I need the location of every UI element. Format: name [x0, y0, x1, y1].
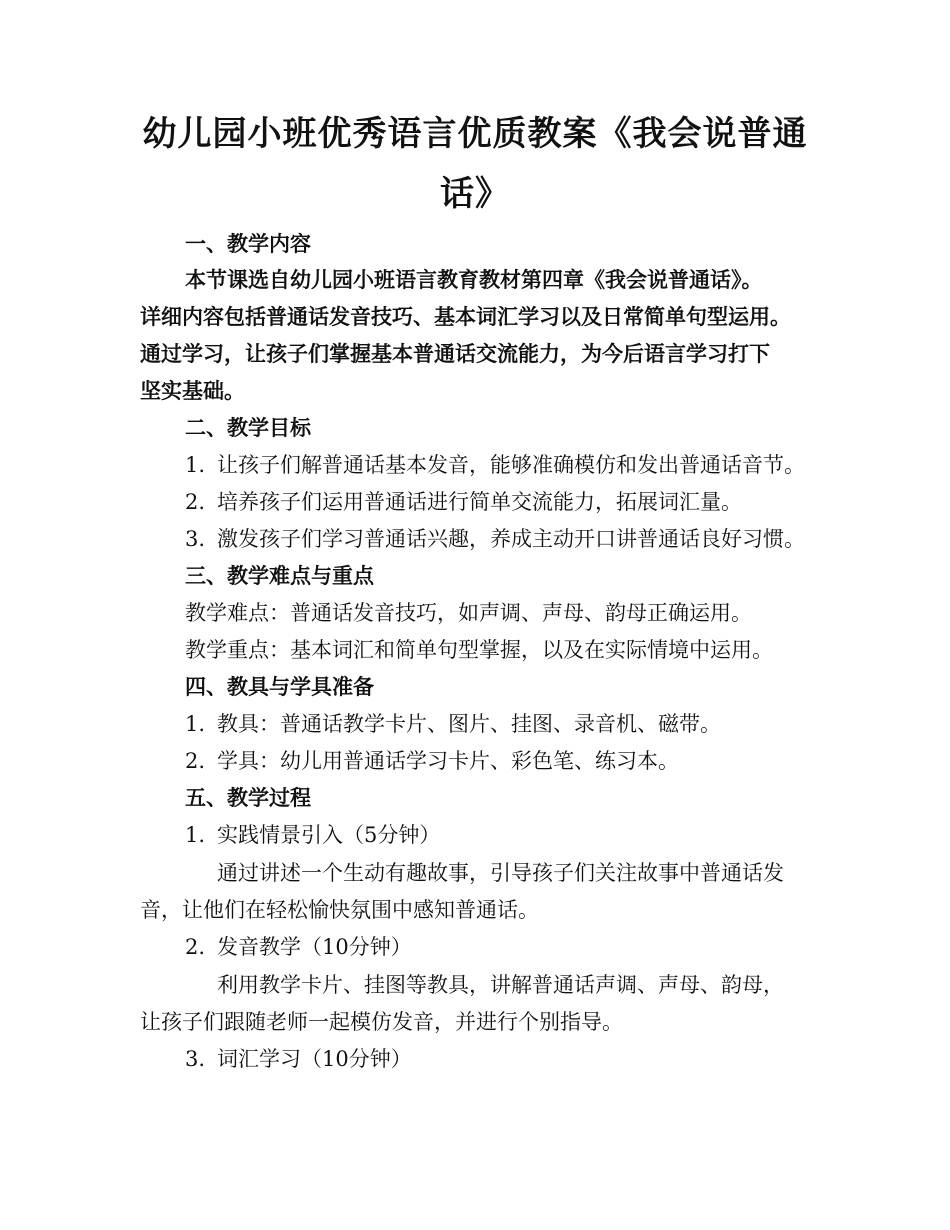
list-number: 2. — [185, 935, 206, 959]
list-number: 3. — [185, 1047, 206, 1071]
list-text: 让孩子们解普通话基本发音，能够准确模仿和发出普通话音节。 — [217, 453, 805, 477]
section-heading-tools: 四、教具与学具准备 — [185, 674, 374, 699]
list-number: 1. — [185, 453, 206, 477]
goal-list-item — [185, 487, 742, 517]
process-step-line: 利用教学卡片、挂图等教具，讲解普通话声调、声母、韵母， — [217, 973, 784, 997]
process-step-title — [185, 932, 412, 962]
process-step-line: 音，让他们在轻松愉快氛围中感知普通话。 — [140, 898, 539, 922]
document-title-line-2: 话》 — [440, 174, 510, 214]
process-step-line: 让孩子们跟随老师一起模仿发音，并进行个别指导。 — [140, 1010, 623, 1034]
list-text: 词汇学习（10分钟） — [217, 1047, 412, 1071]
section-heading-content: 一、教学内容 — [185, 231, 311, 256]
difficulty-line: 教学重点：基本词汇和简单句型掌握，以及在实际情境中运用。 — [185, 638, 773, 662]
tools-list-item — [185, 709, 721, 739]
document-title-line-1: 幼儿园小班优秀语言优质教案《我会说普通 — [142, 114, 808, 154]
list-number: 2. — [185, 749, 206, 773]
list-number: 1. — [185, 823, 206, 847]
process-step-line: 通过讲述一个生动有趣故事，引导孩子们关注故事中普通话发 — [217, 861, 784, 885]
list-text: 激发孩子们学习普通话兴趣，养成主动开口讲普通话良好习惯。 — [217, 527, 805, 551]
tools-list-item — [185, 746, 679, 776]
content-paragraph-line: 通过学习，让孩子们掌握基本普通话交流能力，为今后语言学习打下 — [140, 341, 770, 366]
content-paragraph-line: 坚实基础。 — [140, 378, 245, 403]
content-paragraph-line: 详细内容包括普通话发音技巧、基本词汇学习以及日常简单句型运用。 — [140, 304, 791, 329]
section-heading-process: 五、教学过程 — [185, 785, 311, 810]
process-step-title — [185, 1044, 412, 1074]
list-number: 3. — [185, 527, 206, 551]
list-number: 1. — [185, 712, 206, 736]
list-number: 2. — [185, 490, 206, 514]
list-text: 发音教学（10分钟） — [217, 935, 412, 959]
difficulty-line: 教学难点：普通话发音技巧，如声调、声母、韵母正确运用。 — [185, 601, 752, 625]
list-text: 培养孩子们运用普通话进行简单交流能力，拓展词汇量。 — [217, 490, 742, 514]
content-paragraph-line: 本节课选自幼儿园小班语言教育教材第四章《我会说普通话》。 — [185, 267, 763, 292]
goal-list-item — [185, 524, 805, 554]
process-step-title — [185, 820, 440, 850]
list-text: 教具：普通话教学卡片、图片、挂图、录音机、磁带。 — [217, 712, 721, 736]
goal-list-item — [185, 450, 805, 480]
section-heading-difficulty: 三、教学难点与重点 — [185, 563, 374, 588]
list-text: 学具：幼儿用普通话学习卡片、彩色笔、练习本。 — [217, 749, 679, 773]
list-text: 实践情景引入（5分钟） — [217, 823, 441, 847]
section-heading-goals: 二、教学目标 — [185, 415, 311, 440]
